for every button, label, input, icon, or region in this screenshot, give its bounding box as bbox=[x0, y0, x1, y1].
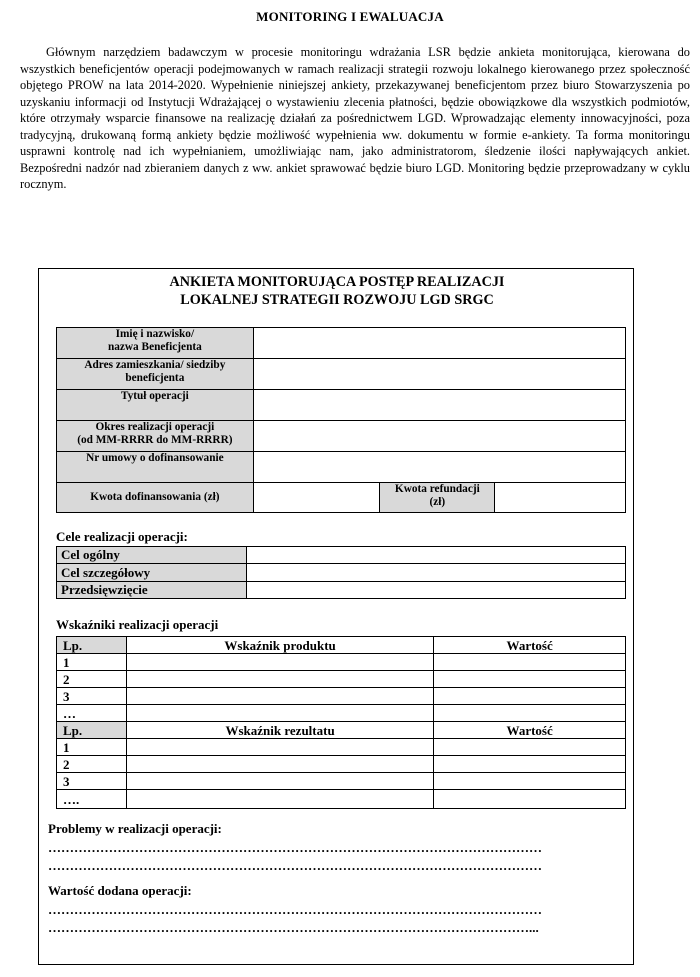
produkt-cell[interactable] bbox=[126, 671, 433, 688]
wartosc-cell[interactable] bbox=[434, 705, 626, 722]
form-title-line1: ANKIETA MONITORUJĄCA POSTĘP REALIZACJI bbox=[169, 274, 505, 290]
name-field[interactable] bbox=[253, 328, 625, 359]
period-label: Okres realizacji operacji (od MM-RRRR do MM-RRRR) bbox=[57, 421, 254, 452]
wskazniki-table bbox=[56, 636, 626, 809]
rezultat-cell[interactable] bbox=[126, 773, 433, 790]
lp-cell: 1 bbox=[57, 739, 127, 756]
wskaznik-rezultatu-header: Wskaźnik rezultatu bbox=[126, 722, 433, 739]
refund-field[interactable] bbox=[495, 483, 626, 513]
cel-ogolny-label: Cel ogólny bbox=[57, 547, 247, 564]
lp-header: Lp. bbox=[57, 722, 127, 739]
period-field[interactable] bbox=[253, 421, 625, 452]
lp-cell: 1 bbox=[57, 654, 127, 671]
wartosc-dodana-line2[interactable]: …………………………………………………………………………………………………... bbox=[48, 920, 539, 935]
operation-title-label: Tytuł operacji bbox=[57, 390, 254, 421]
wartosc-dodana-line1[interactable]: …………………………………………………………………………………………………… bbox=[48, 902, 542, 917]
lp-header: Lp. bbox=[57, 637, 127, 654]
wartosc-cell[interactable] bbox=[434, 773, 626, 790]
beneficiary-info-table bbox=[56, 327, 626, 513]
survey-form bbox=[38, 268, 634, 965]
wartosc-cell[interactable] bbox=[434, 671, 626, 688]
lp-cell: 3 bbox=[57, 773, 127, 790]
wartosc-cell[interactable] bbox=[434, 688, 626, 705]
wartosc-header: Wartość bbox=[434, 637, 626, 654]
amount-label: Kwota dofinansowania (zł) bbox=[57, 483, 254, 513]
lp-cell: 2 bbox=[57, 756, 127, 773]
cel-ogolny-field[interactable] bbox=[246, 547, 625, 564]
wartosc-cell[interactable] bbox=[434, 654, 626, 671]
page-title: MONITORING I EWALUACJA bbox=[256, 9, 444, 24]
intro-paragraph: Głównym narzędziem badawczym w procesie monitoringu wdrażania LSR będzie ankieta monitorująca, kierowana do wszystkich beneficjentów operacji podejmowanych w ramach realizacji strategii rozwoju lokalnego kierowanego przez społeczność objętego PROW na lata 2014-2020. Wypełnienie niniejszej ankiety, przekazywanej beneficjentom przez biuro Stowarzyszenia po uzyskaniu informacji od Instytucji Wdrażającej o wystawieniu zlecenia płatności, będzie obowiązkowe dla wszystkich podmiotów, które otrzymały wsparcie finansowe na realizację działań za pośrednictwem LGD. Wprowadzając elementy innowacyjności, poza tradycyjną, drukowaną formą ankiety będzie możliwość wypełnienia ww. dokumentu w formie e-ankiety. Ta forma monitoringu usprawni kontrolę nad ich wypełnianiem, umożliwiając nam, jako administratorom, śledzenie ilości napływających ankiet. Bezpośredni nadzór nad zbieraniem danych z ww. ankiet sprawować będzie biuro LGD. Monitoring będzie przeprowadzany w cyklu rocznym. bbox=[20, 45, 690, 191]
produkt-cell[interactable] bbox=[126, 705, 433, 722]
lp-cell: 2 bbox=[57, 671, 127, 688]
wartosc-cell[interactable] bbox=[434, 739, 626, 756]
contract-label: Nr umowy o dofinansowanie bbox=[57, 452, 254, 483]
lp-cell: 3 bbox=[57, 688, 127, 705]
problemy-line2[interactable]: …………………………………………………………………………………………………… bbox=[48, 858, 542, 873]
cel-szczegolowy-field[interactable] bbox=[246, 564, 625, 582]
wartosc-header: Wartość bbox=[434, 722, 626, 739]
rezultat-cell[interactable] bbox=[126, 756, 433, 773]
produkt-cell[interactable] bbox=[126, 688, 433, 705]
rezultat-cell[interactable] bbox=[126, 739, 433, 756]
wskazniki-heading: Wskaźniki realizacji operacji bbox=[56, 617, 219, 632]
form-title-line2: LOKALNEJ STRATEGII ROZWOJU LGD SRGC bbox=[180, 292, 494, 308]
wskaznik-produktu-header: Wskaźnik produktu bbox=[126, 637, 433, 654]
wartosc-cell[interactable] bbox=[434, 756, 626, 773]
rezultat-cell[interactable] bbox=[126, 790, 433, 809]
refund-label: Kwota refundacji (zł) bbox=[380, 483, 495, 513]
contract-field[interactable] bbox=[253, 452, 625, 483]
problemy-heading: Problemy w realizacji operacji: bbox=[48, 821, 222, 836]
name-label: Imię i nazwisko/ nazwa Beneficjenta bbox=[57, 328, 254, 359]
przedsiewziecie-label: Przedsięwzięcie bbox=[57, 582, 247, 599]
problemy-line1[interactable]: …………………………………………………………………………………………………… bbox=[48, 840, 542, 855]
przedsiewziecie-field[interactable] bbox=[246, 582, 625, 599]
operation-title-field[interactable] bbox=[253, 390, 625, 421]
lp-cell: …. bbox=[57, 790, 127, 809]
amount-field[interactable] bbox=[253, 483, 380, 513]
cele-table bbox=[56, 546, 626, 599]
cele-heading: Cele realizacji operacji: bbox=[56, 529, 188, 544]
cel-szczegolowy-label: Cel szczegółowy bbox=[57, 564, 247, 582]
address-field[interactable] bbox=[253, 359, 625, 390]
lp-cell: … bbox=[57, 705, 127, 722]
wartosc-cell[interactable] bbox=[434, 790, 626, 809]
produkt-cell[interactable] bbox=[126, 654, 433, 671]
wartosc-dodana-heading: Wartość dodana operacji: bbox=[48, 883, 192, 898]
address-label: Adres zamieszkania/ siedziby beneficjenta bbox=[57, 359, 254, 390]
